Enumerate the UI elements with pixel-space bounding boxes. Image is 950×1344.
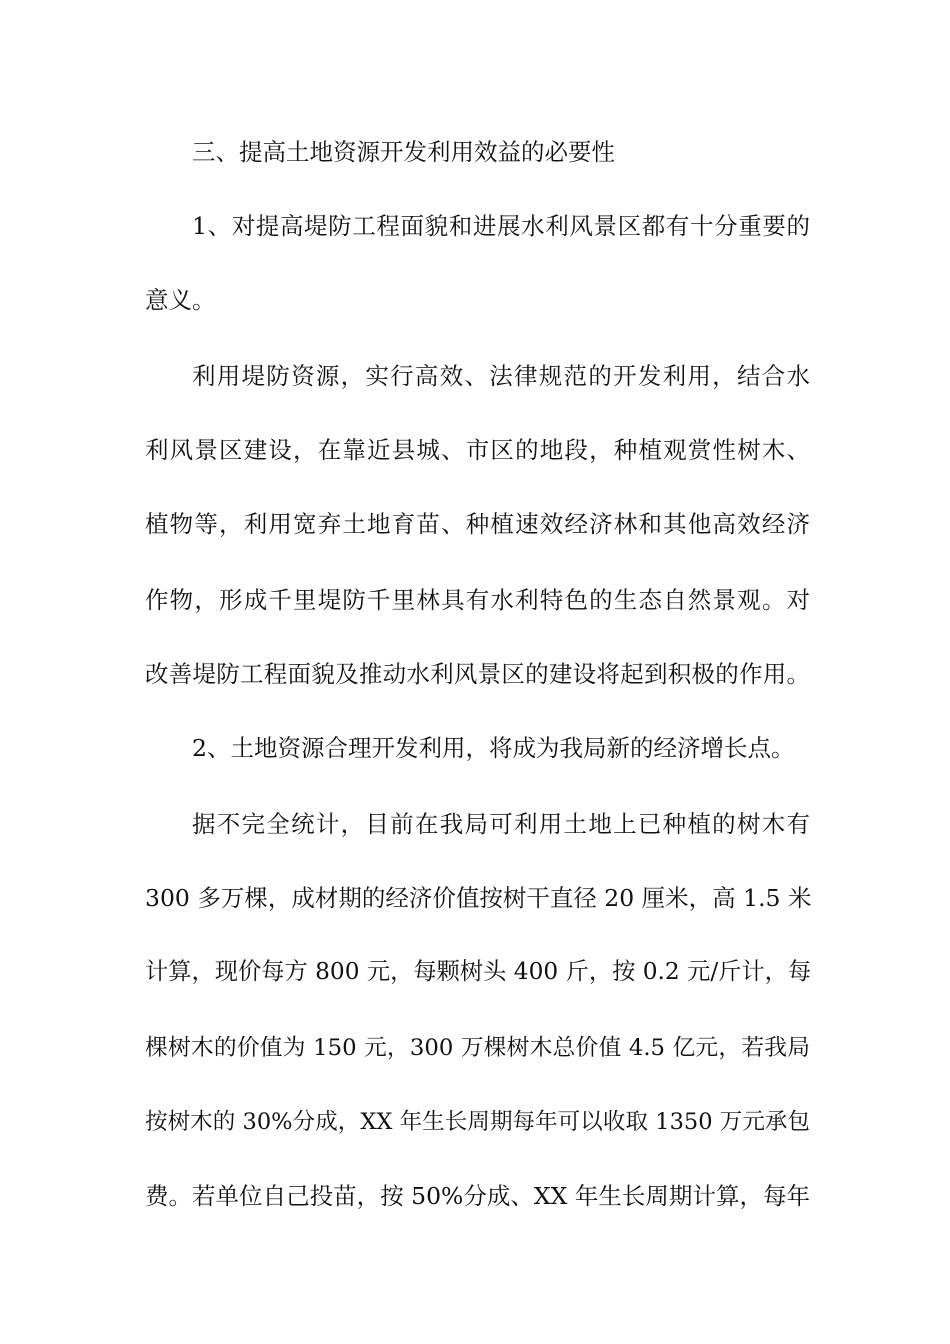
paragraph-line: 意义。	[145, 286, 216, 314]
paragraph-line: 作物，形成千里堤防千里林具有水利特色的生态自然景观。对	[145, 586, 810, 614]
paragraph-line: 300 多万棵，成材期的经济价值按树干直径 20 厘米，高 1.5 米	[145, 884, 812, 912]
paragraph-line: 据不完全统计，目前在我局可利用土地上已种植的树木有	[192, 810, 810, 838]
paragraph-line: 计算，现价每方 800 元，每颗树头 400 斤，按 0.2 元/斤计，每	[145, 958, 812, 985]
paragraph-line: 按树木的 30%分成，XX 年生长周期每年可以收取 1350 万元承包	[145, 1109, 810, 1135]
paragraph-line: 1、对提高堤防工程面貌和进展水利风景区都有十分重要的	[192, 212, 810, 240]
subheading: 2、土地资源合理开发利用，将成为我局新的经济增长点。	[192, 734, 795, 762]
paragraph-line: 费。若单位自己投苗，按 50%分成、XX 年生长周期计算，每年	[145, 1182, 810, 1210]
paragraph-line: 利用堤防资源，实行高效、法律规范的开发利用，结合水	[192, 362, 810, 390]
paragraph-line: 改善堤防工程面貌及推动水利风景区的建设将起到积极的作用。	[145, 660, 810, 688]
paragraph-line: 利风景区建设，在靠近县城、市区的地段，种植观赏性树木、	[145, 436, 810, 464]
paragraph-line: 植物等，利用宽弃土地育苗、种植速效经济林和其他高效经济	[145, 510, 810, 538]
paragraph-line: 棵树木的价值为 150 元，300 万棵树木总价值 4.5 亿元，若我局	[145, 1035, 810, 1061]
section-heading: 三、提高土地资源开发利用效益的必要性	[192, 138, 615, 166]
